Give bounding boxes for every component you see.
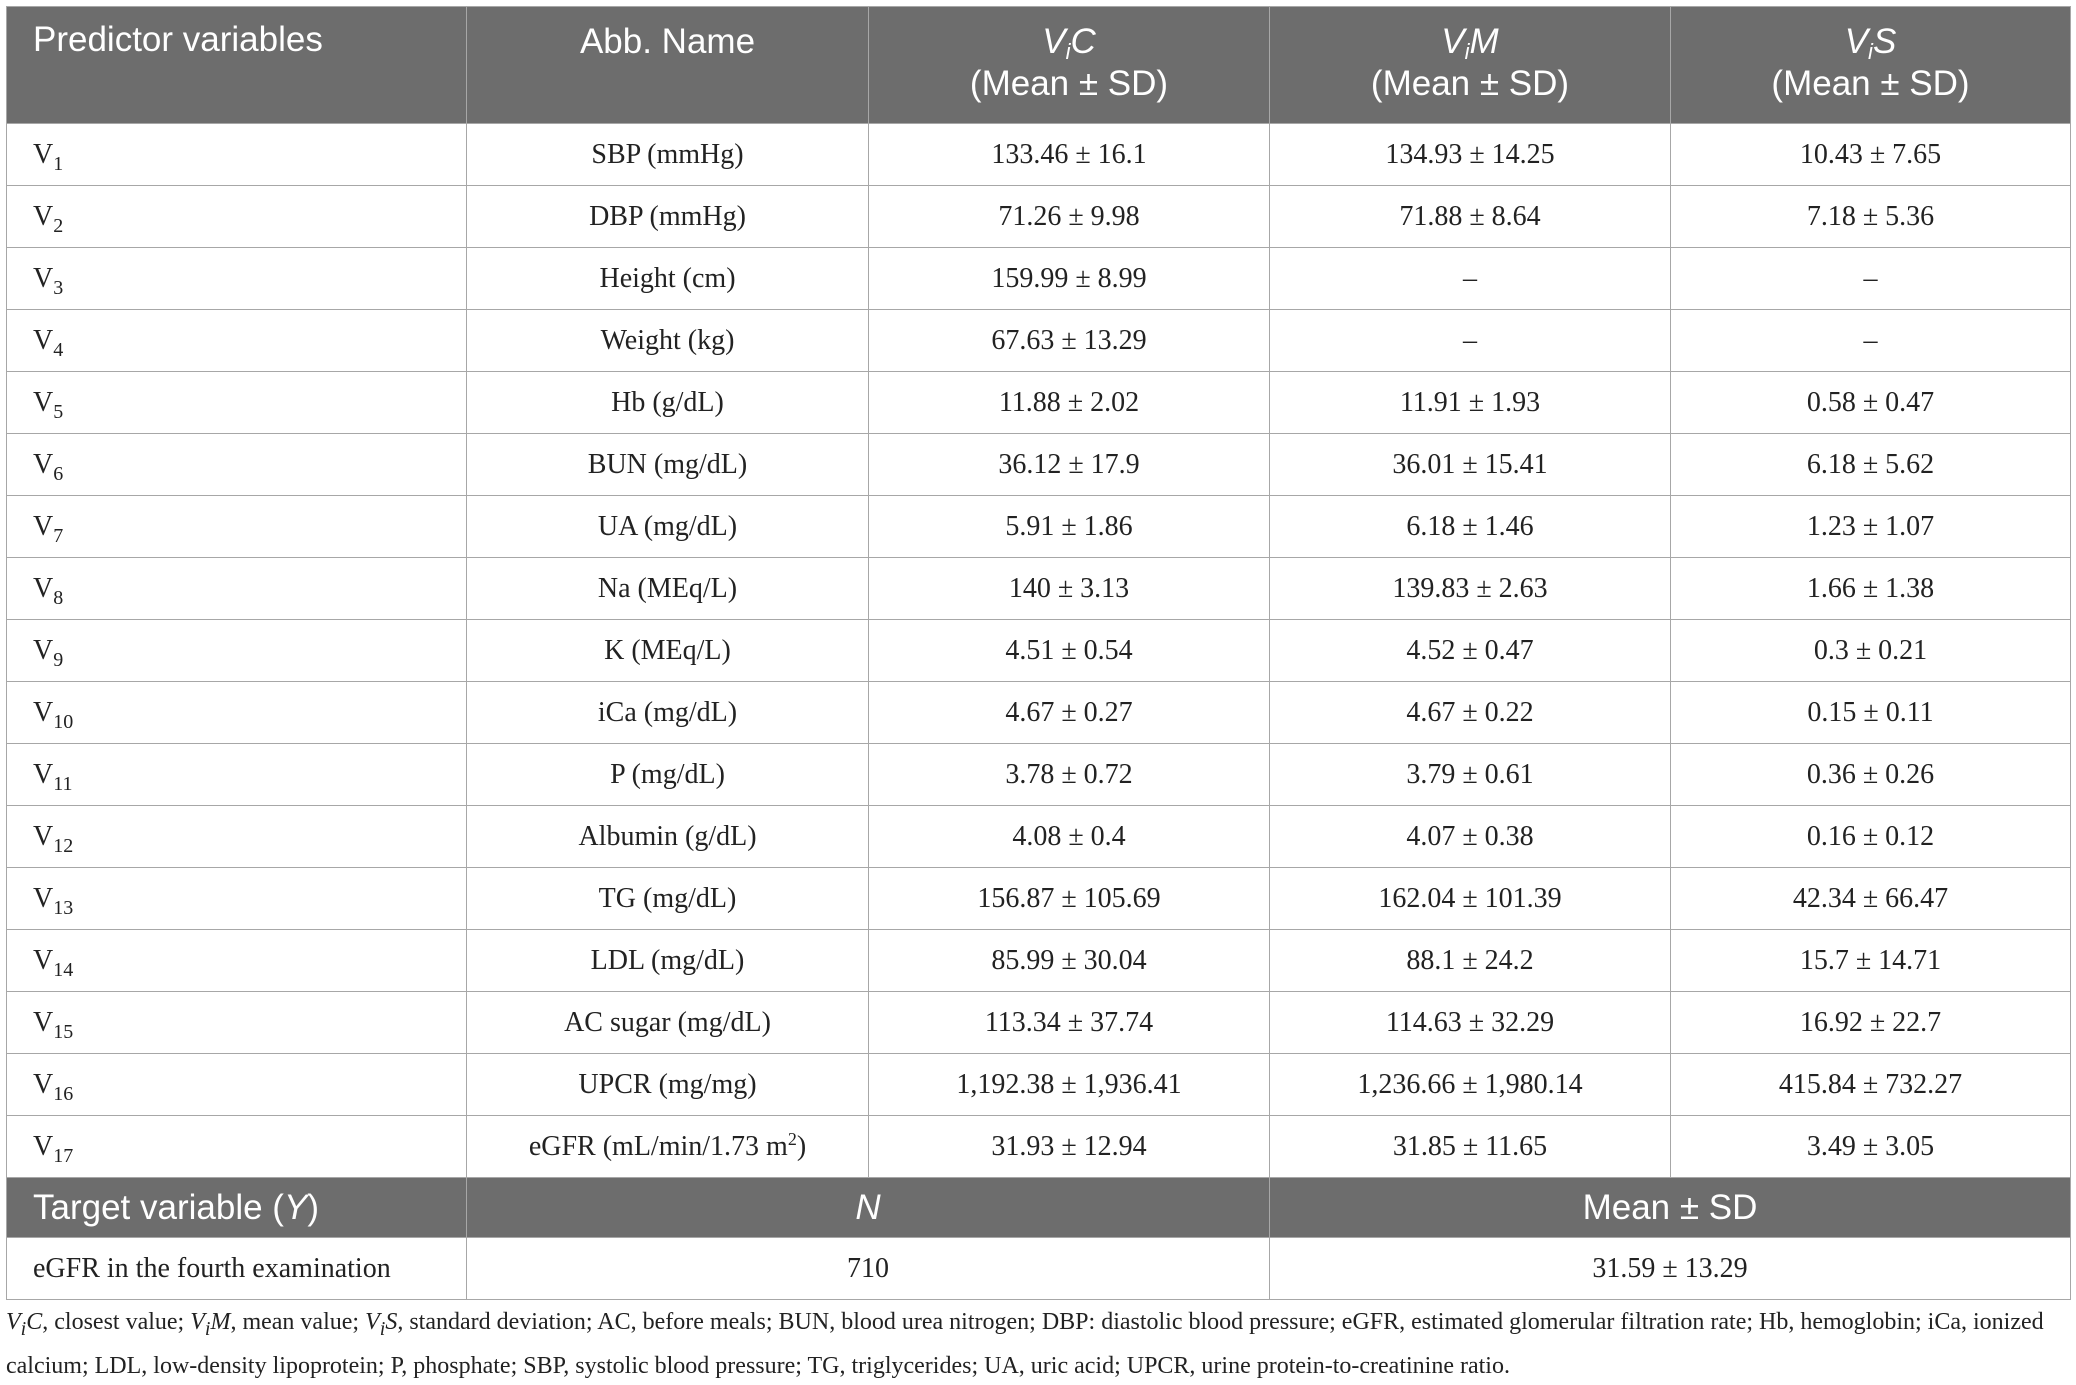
- abb-name-cell: [467, 186, 869, 248]
- header-s-symbol: S: [1872, 22, 1897, 61]
- std-dev-cell: 10.43 ± 7.65: [1671, 124, 2071, 186]
- header-stat-label: (Mean ± SD): [969, 64, 1169, 103]
- table-row: [7, 310, 2071, 372]
- std-dev-cell: 16.92 ± 22.7: [1671, 992, 2071, 1054]
- table-row: [7, 558, 2071, 620]
- mean-value-cell: 4.07 ± 0.38: [1270, 806, 1671, 868]
- abb-name-cell: [467, 620, 869, 682]
- closest-value-cell: 31.93 ± 12.94: [869, 1116, 1270, 1178]
- predictor-id-cell: [7, 186, 467, 248]
- closest-value-cell: 159.99 ± 8.99: [869, 248, 1270, 310]
- target-label-post: ): [307, 1187, 319, 1227]
- closest-value-cell: 113.34 ± 37.74: [869, 992, 1270, 1054]
- mean-value-cell: 114.63 ± 32.29: [1270, 992, 1671, 1054]
- predictor-id-sub: 9: [53, 648, 64, 671]
- closest-value-cell: 5.91 ± 1.86: [869, 496, 1270, 558]
- mean-value-cell: 139.83 ± 2.63: [1270, 558, 1671, 620]
- abb-name: Na (MEq/L): [597, 572, 738, 604]
- header-stat-label: (Mean ± SD): [1370, 64, 1570, 103]
- abb-name-cell: [467, 248, 869, 310]
- std-dev-cell: 0.16 ± 0.12: [1671, 806, 2071, 868]
- predictor-id-cell: [7, 682, 467, 744]
- mean-value-cell: 11.91 ± 1.93: [1270, 372, 1671, 434]
- closest-value-cell: 3.78 ± 0.72: [869, 744, 1270, 806]
- mean-value-cell: 88.1 ± 24.2: [1270, 930, 1671, 992]
- header-v-symbol: V: [1042, 22, 1066, 61]
- mean-value-cell: 4.52 ± 0.47: [1270, 620, 1671, 682]
- predictor-id-sub: 14: [53, 958, 74, 981]
- abb-name-end: ): [796, 1130, 807, 1162]
- fn-i: i: [20, 1317, 27, 1340]
- predictor-id-cell: [7, 372, 467, 434]
- closest-value-cell: 85.99 ± 30.04: [869, 930, 1270, 992]
- abb-name: iCa (mg/dL): [597, 696, 738, 728]
- fn-s-term: S: [385, 1309, 398, 1335]
- table-row: [7, 930, 2071, 992]
- predictor-id-sub: 8: [53, 586, 64, 609]
- predictor-id: V: [33, 1006, 54, 1038]
- target-variable-header: [7, 1178, 467, 1238]
- closest-value-cell: 36.12 ± 17.9: [869, 434, 1270, 496]
- mean-value-cell: 36.01 ± 15.41: [1270, 434, 1671, 496]
- std-dev-cell: 0.36 ± 0.26: [1671, 744, 2071, 806]
- fn-s-def: , standard deviation; AC, before meals; BUN, blood urea nitrogen; DBP: diastolic blood pressure; eGFR, estimated glomerular filtration rate; Hb, hemoglobin; iCa, ionized calcium; LDL, low-density lipoprotein; P, phosphate; SBP, systolic blood pressure; TG, triglycerides; UA, uric acid; UPCR, urine protein-to-creatinine ratio.: [6, 1309, 2044, 1379]
- header-c-symbol: C: [1070, 22, 1096, 61]
- predictor-id-sub: 6: [53, 462, 64, 485]
- predictor-id: V: [33, 882, 54, 914]
- abb-name: AC sugar (mg/dL): [564, 1006, 771, 1038]
- header-closest-value: [869, 7, 1270, 124]
- abb-name-cell: [467, 434, 869, 496]
- predictor-id-cell: [7, 806, 467, 868]
- abb-name-cell: [467, 496, 869, 558]
- fn-i: i: [379, 1317, 386, 1340]
- mean-value-cell: 3.79 ± 0.61: [1270, 744, 1671, 806]
- predictor-id-sub: 7: [53, 524, 64, 547]
- abb-name-cell: [467, 558, 869, 620]
- abb-name: Albumin (g/dL): [578, 820, 757, 852]
- predictor-id: V: [33, 758, 54, 790]
- table-row: [7, 434, 2071, 496]
- abb-name-cell: [467, 310, 869, 372]
- predictor-id-cell: [7, 868, 467, 930]
- std-dev-cell: 415.84 ± 732.27: [1671, 1054, 2071, 1116]
- header-v-symbol: V: [1441, 22, 1465, 61]
- abb-name: Hb (g/dL): [611, 386, 724, 418]
- predictor-id-sub: 1: [53, 152, 64, 175]
- header-i-sub: i: [1868, 39, 1873, 64]
- abb-name: UA (mg/dL): [597, 510, 738, 542]
- predictor-id-sub: 12: [53, 834, 74, 857]
- predictor-id-cell: [7, 248, 467, 310]
- predictor-id: V: [33, 324, 54, 356]
- closest-value-cell: 11.88 ± 2.02: [869, 372, 1270, 434]
- table-row: [7, 620, 2071, 682]
- abb-name: Height (cm): [599, 262, 736, 294]
- mean-value-cell: 134.93 ± 14.25: [1270, 124, 1671, 186]
- predictor-id-cell: [7, 1054, 467, 1116]
- header-predictor-variables: Predictor variables: [7, 7, 467, 124]
- std-dev-cell: 7.18 ± 5.36: [1671, 186, 2071, 248]
- closest-value-cell: 71.26 ± 9.98: [869, 186, 1270, 248]
- header-row: [7, 7, 2071, 124]
- predictor-id-cell: [7, 434, 467, 496]
- table-row: [7, 248, 2071, 310]
- table-row: [7, 1054, 2071, 1116]
- abb-name: K (MEq/L): [604, 634, 731, 666]
- table-row: [7, 682, 2071, 744]
- target-n-header: N: [467, 1178, 1270, 1238]
- closest-value-cell: 4.08 ± 0.4: [869, 806, 1270, 868]
- predictor-id: V: [33, 634, 54, 666]
- predictor-id-cell: [7, 620, 467, 682]
- abb-name: P (mg/dL): [610, 758, 725, 790]
- abb-name: Weight (kg): [600, 324, 735, 356]
- predictor-id: V: [33, 696, 54, 728]
- predictor-table: [6, 6, 2071, 1300]
- std-dev-cell: 0.15 ± 0.11: [1671, 682, 2071, 744]
- header-standard-deviation: [1671, 7, 2071, 124]
- data-table-container: [6, 6, 2070, 1300]
- header-m-symbol: M: [1469, 22, 1499, 61]
- header-v-symbol: V: [1844, 22, 1869, 61]
- abb-name-cell: [467, 806, 869, 868]
- header-i-sub: i: [1464, 39, 1470, 64]
- std-dev-cell: 42.34 ± 66.47: [1671, 868, 2071, 930]
- predictor-id-sub: 10: [53, 710, 74, 733]
- predictor-id-cell: [7, 310, 467, 372]
- table-row: [7, 372, 2071, 434]
- predictor-id-cell: [7, 992, 467, 1054]
- closest-value-cell: 133.46 ± 16.1: [869, 124, 1270, 186]
- fn-m-def: , mean value;: [230, 1309, 366, 1335]
- table-row: [7, 1116, 2071, 1178]
- mean-value-cell: 6.18 ± 1.46: [1270, 496, 1671, 558]
- fn-c-term: C: [26, 1309, 43, 1335]
- std-dev-cell: 0.3 ± 0.21: [1671, 620, 2071, 682]
- predictor-id-cell: [7, 124, 467, 186]
- header-i-sub: i: [1065, 39, 1071, 64]
- fn-i: i: [204, 1317, 211, 1340]
- predictor-id-sub: 11: [53, 772, 73, 795]
- mean-value-cell: –: [1270, 248, 1671, 310]
- table-row: [7, 992, 2071, 1054]
- predictor-id: V: [33, 448, 54, 480]
- predictor-id-sub: 17: [53, 1144, 74, 1167]
- predictor-id: V: [33, 1130, 54, 1162]
- closest-value-cell: 140 ± 3.13: [869, 558, 1270, 620]
- target-row-label: eGFR in the fourth examination: [7, 1238, 467, 1300]
- abb-name-cell: [467, 1116, 869, 1178]
- predictor-id-sub: 3: [53, 276, 64, 299]
- abb-name: LDL (mg/dL): [590, 944, 745, 976]
- abb-name-cell: [467, 868, 869, 930]
- table-row: [7, 744, 2071, 806]
- std-dev-cell: 6.18 ± 5.62: [1671, 434, 2071, 496]
- target-stat-header: Mean ± SD: [1270, 1178, 2071, 1238]
- abb-name-cell: [467, 124, 869, 186]
- fn-m-term: M: [210, 1309, 231, 1335]
- mean-value-cell: 71.88 ± 8.64: [1270, 186, 1671, 248]
- std-dev-cell: 1.23 ± 1.07: [1671, 496, 2071, 558]
- abb-name-cell: [467, 744, 869, 806]
- predictor-id: V: [33, 138, 54, 170]
- target-row-stat: 31.59 ± 13.29: [1270, 1238, 2071, 1300]
- std-dev-cell: 15.7 ± 14.71: [1671, 930, 2071, 992]
- predictor-id-cell: [7, 930, 467, 992]
- mean-value-cell: 31.85 ± 11.65: [1270, 1116, 1671, 1178]
- std-dev-cell: –: [1671, 248, 2071, 310]
- predictor-id: V: [33, 200, 54, 232]
- target-row: [7, 1238, 2071, 1300]
- table-row: [7, 186, 2071, 248]
- predictor-id-sub: 15: [53, 1020, 74, 1043]
- abb-name-cell: [467, 930, 869, 992]
- predictor-id: V: [33, 262, 54, 294]
- fn-v: V: [190, 1309, 205, 1335]
- target-row-n: 710: [467, 1238, 1270, 1300]
- abb-name: UPCR (mg/mg): [578, 1068, 757, 1100]
- table-row: [7, 124, 2071, 186]
- fn-v: V: [365, 1309, 380, 1335]
- predictor-id-sub: 2: [53, 214, 64, 237]
- std-dev-cell: –: [1671, 310, 2071, 372]
- abb-name-cell: [467, 1054, 869, 1116]
- predictor-id-sub: 4: [53, 338, 64, 361]
- predictor-id-sub: 5: [53, 400, 64, 423]
- predictor-id: V: [33, 820, 54, 852]
- std-dev-cell: 1.66 ± 1.38: [1671, 558, 2071, 620]
- abb-name: SBP (mmHg): [591, 138, 744, 170]
- predictor-id-cell: [7, 1116, 467, 1178]
- abb-name: BUN (mg/dL): [587, 448, 748, 480]
- predictor-id: V: [33, 510, 54, 542]
- abb-name-sup: 2: [787, 1128, 797, 1149]
- table-footnote: [6, 1304, 2070, 1385]
- predictor-id-sub: 16: [53, 1082, 74, 1105]
- table-row: [7, 806, 2071, 868]
- fn-c-def: , closest value;: [42, 1309, 191, 1335]
- mean-value-cell: –: [1270, 310, 1671, 372]
- header-stat-label: (Mean ± SD): [1771, 64, 1970, 103]
- target-label-var: Y: [283, 1187, 308, 1227]
- abb-name-cell: [467, 372, 869, 434]
- abb-name: TG (mg/dL): [598, 882, 737, 914]
- predictor-id: V: [33, 1068, 54, 1100]
- predictor-id-cell: [7, 744, 467, 806]
- abb-name: DBP (mmHg): [589, 200, 746, 232]
- predictor-id: V: [33, 944, 54, 976]
- closest-value-cell: 1,192.38 ± 1,936.41: [869, 1054, 1270, 1116]
- closest-value-cell: 4.67 ± 0.27: [869, 682, 1270, 744]
- predictor-id: V: [33, 572, 54, 604]
- closest-value-cell: 67.63 ± 13.29: [869, 310, 1270, 372]
- header-abb-name: Abb. Name: [467, 7, 869, 124]
- predictor-id-cell: [7, 558, 467, 620]
- mean-value-cell: 1,236.66 ± 1,980.14: [1270, 1054, 1671, 1116]
- std-dev-cell: 3.49 ± 3.05: [1671, 1116, 2071, 1178]
- abb-name-cell: [467, 682, 869, 744]
- header-mean-value: [1270, 7, 1671, 124]
- mean-value-cell: 4.67 ± 0.22: [1270, 682, 1671, 744]
- table-row: [7, 496, 2071, 558]
- closest-value-cell: 156.87 ± 105.69: [869, 868, 1270, 930]
- closest-value-cell: 4.51 ± 0.54: [869, 620, 1270, 682]
- table-row: [7, 868, 2071, 930]
- std-dev-cell: 0.58 ± 0.47: [1671, 372, 2071, 434]
- predictor-id: V: [33, 386, 54, 418]
- target-header-row: [7, 1178, 2071, 1238]
- abb-name: eGFR (mL/min/1.73 m: [528, 1130, 788, 1162]
- predictor-id-cell: [7, 496, 467, 558]
- fn-v: V: [6, 1309, 21, 1335]
- abb-name-cell: [467, 992, 869, 1054]
- mean-value-cell: 162.04 ± 101.39: [1270, 868, 1671, 930]
- predictor-id-sub: 13: [53, 896, 74, 919]
- target-label-pre: Target variable (: [33, 1187, 284, 1227]
